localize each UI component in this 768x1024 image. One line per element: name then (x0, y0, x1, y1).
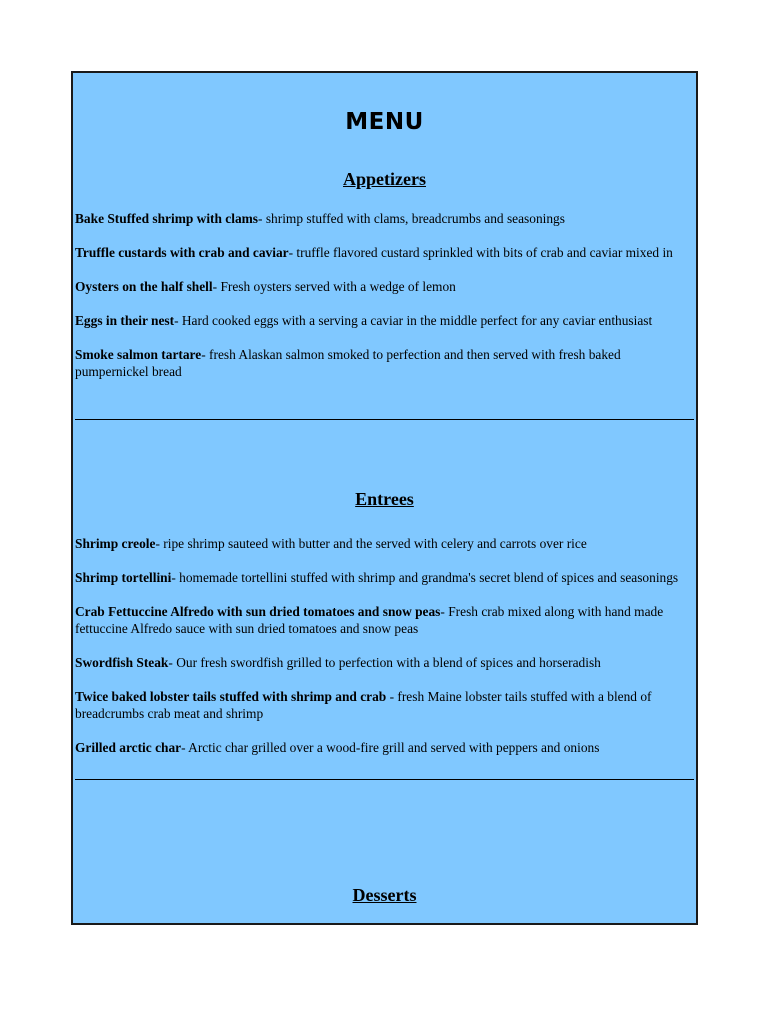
item-description: - fresh Maine lobster tails stuffed with a blend of breadcrumbs crab meat and shrimp (75, 689, 652, 721)
item-name: Shrimp tortellini (75, 570, 172, 585)
menu-item (75, 688, 693, 722)
item-description: - homemade tortellini stuffed with shrimp and grandma's secret blend of spices and seasonings (171, 570, 679, 585)
menu-item (75, 244, 693, 261)
menu-item (75, 278, 693, 295)
item-name: Grilled arctic char (75, 740, 182, 755)
menu-item (75, 654, 693, 671)
menu-item (75, 346, 693, 380)
item-name: Eggs in their nest (75, 313, 175, 328)
appetizers-list (75, 210, 693, 380)
item-description: - Hard cooked eggs with a serving a caviar in the middle perfect for any caviar enthusiast (174, 313, 653, 328)
menu-item (75, 739, 693, 756)
item-name: Oysters on the half shell (75, 279, 213, 294)
item-name: Shrimp creole (75, 536, 156, 551)
item-name: Smoke salmon tartare (75, 347, 202, 362)
menu-item (75, 210, 693, 227)
item-description: - Our fresh swordfish grilled to perfection with a blend of spices and horseradish (168, 655, 601, 670)
menu-page (71, 71, 698, 925)
menu-item (75, 312, 693, 329)
item-name: Bake Stuffed shrimp with clams (75, 211, 259, 226)
item-description: - Arctic char grilled over a wood-fire grill and served with peppers and onions (181, 740, 600, 755)
section-divider (75, 419, 694, 420)
item-name: Swordfish Steak (75, 655, 169, 670)
entrees-list (75, 535, 693, 756)
item-description: - truffle flavored custard sprinkled with bits of crab and caviar mixed in (288, 245, 673, 260)
item-name: Twice baked lobster tails stuffed with shrimp and crab (75, 689, 387, 704)
menu-title: MENU (345, 109, 424, 135)
item-name: Crab Fettuccine Alfredo with sun dried tomatoes and snow peas (75, 604, 441, 619)
item-description: - shrimp stuffed with clams, breadcrumbs and seasonings (258, 211, 565, 226)
appetizers-heading: Appetizers (343, 169, 426, 189)
desserts-heading: Desserts (352, 885, 417, 905)
menu-item (75, 569, 693, 586)
item-description: - ripe shrimp sauteed with butter and the served with celery and carrots over rice (155, 536, 587, 551)
entrees-heading: Entrees (355, 489, 414, 509)
item-description: - fresh Alaskan salmon smoked to perfection and then served with fresh baked pumpernickel bread (75, 347, 621, 379)
item-description: - Fresh oysters served with a wedge of lemon (212, 279, 456, 294)
item-name: Truffle custards with crab and caviar (75, 245, 289, 260)
section-divider (75, 779, 694, 780)
menu-item (75, 603, 693, 637)
item-description: - Fresh crab mixed along with hand made fettuccine Alfredo sauce with sun dried tomatoes and snow peas (75, 604, 664, 636)
menu-item (75, 535, 693, 552)
